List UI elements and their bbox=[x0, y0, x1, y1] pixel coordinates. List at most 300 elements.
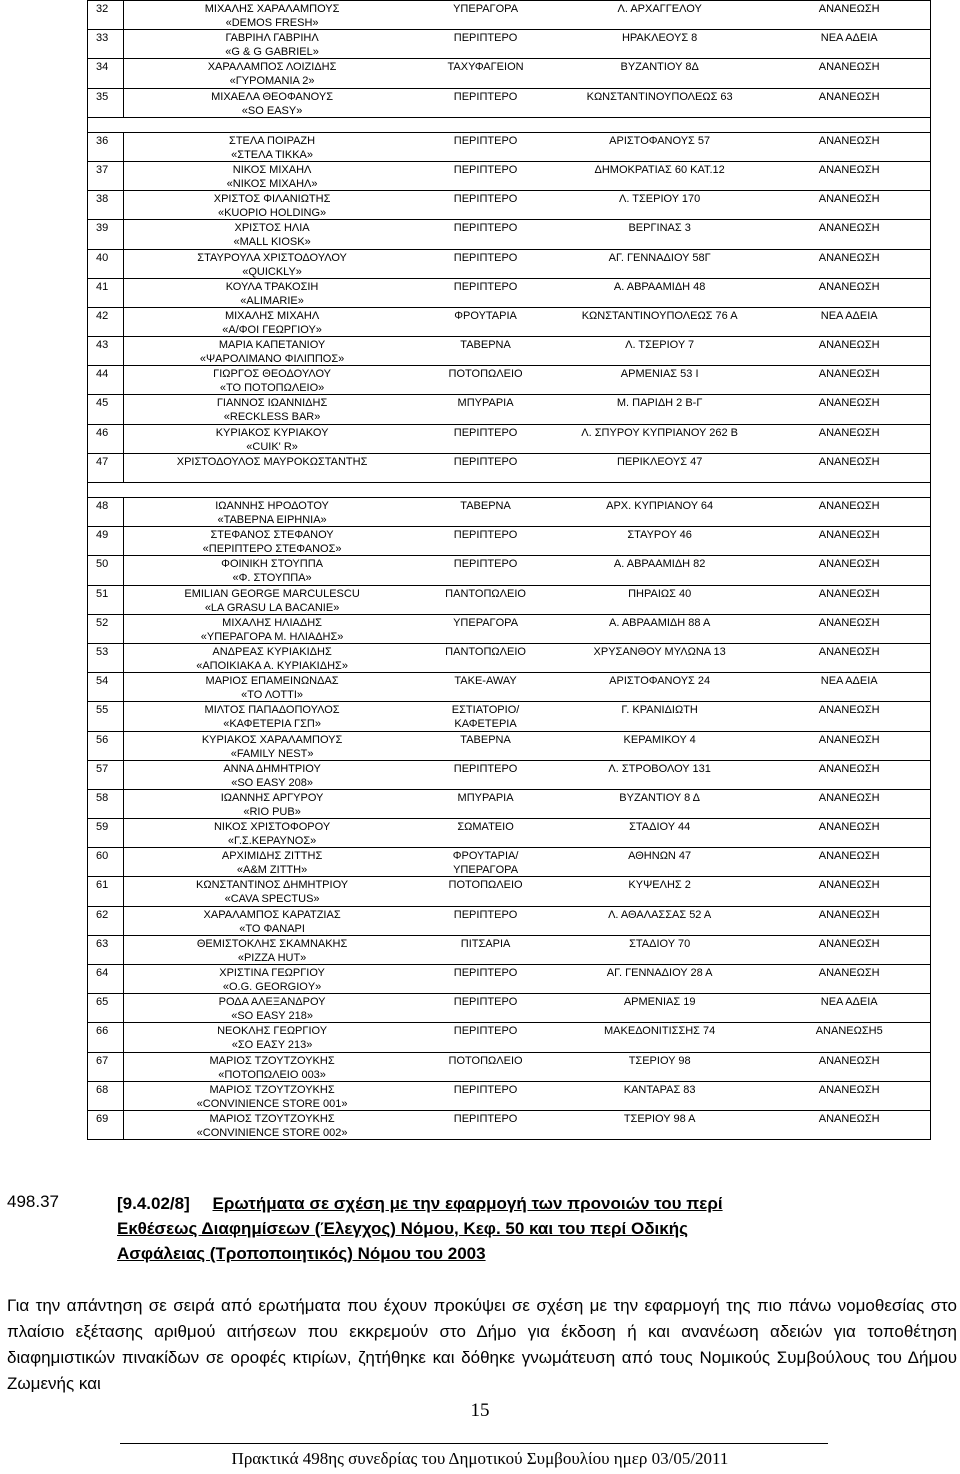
business-type bbox=[420, 454, 551, 482]
address bbox=[551, 279, 768, 307]
row-number: 52 bbox=[88, 615, 124, 643]
business-type bbox=[420, 761, 551, 789]
owner-name: ΣΤΕΛΑ ΠΟΙΡΑΖΗ bbox=[229, 134, 316, 147]
license-status: ΑΝΑΝΕΩΣΗ bbox=[818, 558, 880, 571]
owner-name: ΓΙΑΝΝΟΣ ΙΩΑΝΝΙΔΗΣ bbox=[216, 397, 328, 410]
business-type-line: ΠΕΡΙΠΤΕΡΟ bbox=[453, 1083, 518, 1096]
address-line: ΤΣΕΡΙΟΥ 98 bbox=[628, 1054, 691, 1067]
business-type bbox=[420, 819, 551, 847]
license-status: ΑΝΑΝΕΩΣΗ bbox=[818, 397, 880, 410]
license-status: ΑΝΑΝΕΩΣΗ bbox=[818, 821, 880, 834]
address-line: ΑΡΙΣΤΟΦΑΝΟΥΣ 24 bbox=[609, 675, 711, 688]
address-line: ΑΓ. ΓΕΝΝΑΔΙΟΥ 28 Α bbox=[606, 967, 713, 979]
address-line: ΧΡΥΣΑΝΘΟΥ ΜΥΛΩΝΑ 13 bbox=[593, 645, 726, 658]
address-line: ΠΗΡΑΙΩΣ 40 bbox=[628, 587, 692, 600]
table-row bbox=[88, 555, 930, 584]
license-status: ΑΝΑΝΕΩΣΗ bbox=[818, 704, 880, 717]
licensee-name bbox=[124, 191, 420, 219]
table-group bbox=[87, 132, 931, 482]
address bbox=[551, 1, 768, 29]
license-status: ΑΝΑΝΕΩΣΗ bbox=[818, 1112, 880, 1125]
row-number: 35 bbox=[88, 89, 124, 117]
business-name: «KUOPIO HOLDING» bbox=[217, 207, 327, 220]
business-name: «CUIK' R» bbox=[246, 440, 298, 453]
license-status: ΑΝΑΝΕΩΣΗ bbox=[818, 529, 880, 542]
business-type bbox=[420, 673, 551, 701]
licensee-name bbox=[124, 877, 420, 905]
license-status: ΑΝΑΝΕΩΣΗ bbox=[818, 90, 880, 103]
business-type bbox=[420, 1082, 551, 1110]
license-status: ΑΝΑΝΕΩΣΗ bbox=[818, 193, 880, 206]
owner-name: ΑΝΔΡΕΑΣ ΚΥΡΙΑΚΙΔΗΣ bbox=[212, 645, 332, 658]
address bbox=[551, 1053, 768, 1081]
business-type-line: ΠΕΡΙΠΤΕΡΟ bbox=[453, 558, 518, 571]
row-number: 43 bbox=[88, 337, 124, 365]
owner-name: ΣΤΕΦΑΝΟΣ ΣΤΕΦΑΝΟΥ bbox=[210, 529, 334, 542]
owner-name: ΜΙΧΑΕΛΑ ΘΕΟΦΑΝΟΥΣ bbox=[211, 90, 334, 103]
license-status: ΑΝΑΝΕΩΣΗ bbox=[818, 645, 880, 658]
business-name: «CAVA SPECTUS» bbox=[224, 893, 320, 906]
business-type bbox=[420, 59, 551, 87]
address bbox=[551, 1111, 768, 1139]
license-status: ΑΝΑΝΕΩΣΗ bbox=[818, 500, 880, 512]
table-row bbox=[88, 190, 930, 219]
licensee-name bbox=[124, 1023, 420, 1051]
address-line: Α. ΑΒΡΑΑΜΙΔΗ 48 bbox=[613, 280, 706, 293]
licensee-name bbox=[124, 1, 420, 29]
row-number: 40 bbox=[88, 250, 124, 278]
business-type-line: ΥΠΕΡΑΓΟΡΑ bbox=[453, 3, 519, 15]
address-line: Α. ΑΒΡΑΑΜΙΔΗ 82 bbox=[613, 558, 706, 571]
table-row bbox=[88, 161, 930, 190]
license-status: ΑΝΑΝΕΩΣΗ bbox=[818, 587, 880, 600]
business-type bbox=[420, 1023, 551, 1051]
business-type-line: ΠΕΡΙΠΤΕΡΟ bbox=[453, 251, 518, 264]
business-name: «ΤΟ ΛΟΤΤΙ» bbox=[241, 689, 304, 702]
business-type-line: ΤΑΧΥΦΑΓΕΙΟΝ bbox=[447, 61, 524, 74]
licensee-name bbox=[124, 308, 420, 336]
licensee-name bbox=[124, 133, 420, 161]
row-number: 36 bbox=[88, 133, 124, 161]
row-number: 47 bbox=[88, 454, 124, 482]
licensee-name bbox=[124, 59, 420, 87]
table-row bbox=[88, 964, 930, 993]
business-type-line: ΜΠΥΡΑΡΙΑ bbox=[457, 791, 514, 804]
row-number: 68 bbox=[88, 1082, 124, 1110]
business-name: «Α/ΦΟΙ ΓΕΩΡΓΙΟΥ» bbox=[222, 323, 322, 336]
table-row bbox=[88, 906, 930, 935]
licensee-name bbox=[124, 586, 420, 614]
row-number: 34 bbox=[88, 59, 124, 87]
business-type-line: ΥΠΕΡΑΓΟΡΑ bbox=[453, 616, 519, 629]
owner-name: ΓΙΩΡΓΟΣ ΘΕΟΔΟΥΛΟΥ bbox=[213, 368, 331, 381]
owner-name: ΙΩΑΝΝΗΣ ΗΡΟΔΟΤΟΥ bbox=[215, 500, 329, 512]
business-name: «CONVINIENCE STORE 001» bbox=[196, 1097, 348, 1110]
table-row bbox=[88, 424, 930, 453]
row-number: 33 bbox=[88, 30, 124, 58]
row-number: 48 bbox=[88, 498, 124, 526]
licensee-name bbox=[124, 1053, 420, 1081]
table-row bbox=[88, 336, 930, 365]
business-type bbox=[420, 1, 551, 29]
address-line: Λ. ΑΡΧΑΓΓΕΛΟΥ bbox=[617, 3, 702, 15]
owner-name: ΚΟΥΛΑ ΤΡΑΚΟΣΙΗ bbox=[225, 280, 319, 293]
address bbox=[551, 848, 768, 876]
address bbox=[551, 586, 768, 614]
address-line: ΚΕΡΑΜΙΚΟΥ 4 bbox=[623, 733, 696, 746]
section-heading bbox=[117, 1191, 957, 1266]
row-number: 51 bbox=[88, 586, 124, 614]
row-number: 37 bbox=[88, 162, 124, 190]
address bbox=[551, 89, 768, 117]
address-line: ΑΡΙΣΤΟΦΑΝΟΥΣ 57 bbox=[609, 134, 711, 147]
business-type-line: ΠΕΡΙΠΤΕΡΟ bbox=[453, 426, 518, 439]
address bbox=[551, 498, 768, 526]
business-type bbox=[420, 907, 551, 935]
licensee-name bbox=[124, 279, 420, 307]
row-number: 44 bbox=[88, 366, 124, 394]
business-name: «QUICKLY» bbox=[242, 265, 302, 278]
business-name: «SO EASY 208» bbox=[231, 776, 313, 789]
license-status: ΑΝΑΝΕΩΣΗ bbox=[818, 163, 880, 176]
address-line: ΜΑΚΕΔΟΝΙΤΙΣΣΗΣ 74 bbox=[604, 1025, 716, 1038]
business-type bbox=[420, 586, 551, 614]
table-row bbox=[88, 278, 930, 307]
licensee-name bbox=[124, 162, 420, 190]
business-type-line: ΠΕΡΙΠΤΕΡΟ bbox=[453, 193, 518, 206]
address bbox=[551, 702, 768, 730]
address bbox=[551, 30, 768, 58]
business-type-line: ΠΑΝΤΟΠΩΛΕΙΟ bbox=[445, 587, 526, 600]
row-number: 49 bbox=[88, 527, 124, 555]
business-name: «G & G GABRIEL» bbox=[225, 46, 319, 59]
owner-name: EMILIAN GEORGE MARCULESCU bbox=[184, 587, 360, 600]
table-row bbox=[88, 1022, 930, 1051]
table-row bbox=[88, 365, 930, 394]
address bbox=[551, 162, 768, 190]
business-type-line: ΠΕΡΙΠΤΕΡΟ bbox=[453, 1025, 518, 1038]
business-type-line: ΤΑΒΕΡΝΑ bbox=[460, 733, 511, 746]
address bbox=[551, 191, 768, 219]
table-row bbox=[88, 731, 930, 760]
business-name: «ΝΙΚΟΣ ΜΙΧΑΗΛ» bbox=[226, 177, 318, 190]
table-row bbox=[88, 760, 930, 789]
owner-name: ΙΩΑΝΝΗΣ ΑΡΓΥΡΟΥ bbox=[220, 791, 324, 804]
address bbox=[551, 337, 768, 365]
licensee-name bbox=[124, 790, 420, 818]
licensee-name bbox=[124, 615, 420, 643]
address bbox=[551, 250, 768, 278]
table-row bbox=[88, 643, 930, 672]
business-name: «DEMOS FRESH» bbox=[225, 17, 319, 29]
address bbox=[551, 615, 768, 643]
business-type bbox=[420, 644, 551, 672]
footer-divider bbox=[120, 1443, 828, 1444]
table-row bbox=[88, 935, 930, 964]
business-name: «ΨΑΡΟΛΙΜΑΝΟ ΦΙΛΙΠΠΟΣ» bbox=[199, 353, 345, 366]
license-status: ΑΝΑΝΕΩΣΗ bbox=[818, 850, 880, 863]
business-type bbox=[420, 732, 551, 760]
business-name: «ALIMARIE» bbox=[240, 294, 304, 307]
row-number: 63 bbox=[88, 936, 124, 964]
address-line: ΚΩΝΣΤΑΝΤΙΝΟΥΠΟΛΕΩΣ 76 Α bbox=[581, 309, 738, 322]
address-line: Λ. ΣΤΡΟΒΟΛΟΥ 131 bbox=[608, 762, 711, 775]
row-number: 39 bbox=[88, 220, 124, 248]
owner-name: ΧΑΡΑΛΑΜΠΟΣ ΛΟΙΖΙΔΗΣ bbox=[207, 61, 337, 74]
row-number: 53 bbox=[88, 644, 124, 672]
licenses-table bbox=[87, 0, 931, 1139]
business-type-line: ΠΟΤΟΠΩΛΕΙΟ bbox=[448, 879, 523, 892]
owner-name: ΝΙΚΟΣ ΧΡΙΣΤΟΦΟΡΟΥ bbox=[213, 821, 331, 834]
business-name: «PIZZA HUT» bbox=[237, 951, 307, 964]
table-row bbox=[88, 1081, 930, 1110]
section-number: 498.37 bbox=[7, 1192, 59, 1211]
address bbox=[551, 877, 768, 905]
business-type bbox=[420, 366, 551, 394]
table-row bbox=[88, 88, 930, 117]
address bbox=[551, 732, 768, 760]
address-line: ΗΡΑΚΛΕΟΥΣ 8 bbox=[621, 32, 698, 45]
licensee-name bbox=[124, 1111, 420, 1139]
address bbox=[551, 907, 768, 935]
business-name: «A&M ZITTH» bbox=[236, 864, 308, 877]
license-status: ΑΝΑΝΕΩΣΗ bbox=[818, 762, 880, 775]
table-row bbox=[88, 133, 930, 161]
row-number: 54 bbox=[88, 673, 124, 701]
license-status: ΑΝΑΝΕΩΣΗ bbox=[818, 280, 880, 293]
licensee-name bbox=[124, 965, 420, 993]
business-name: «ΠΟΤΟΠΩΛΕΙΟ 003» bbox=[218, 1068, 326, 1081]
address-line: Μ. ΠΑΡΙΔΗ 2 Β-Γ bbox=[616, 397, 703, 410]
table-row bbox=[88, 29, 930, 58]
table-row bbox=[88, 249, 930, 278]
table-row bbox=[88, 58, 930, 87]
business-type bbox=[420, 395, 551, 423]
business-name: «ΣΤΕΛΑ ΤΙΚΚΑ» bbox=[231, 148, 313, 161]
address-line: ΒΕΡΓΙΝΑΣ 3 bbox=[628, 222, 691, 235]
license-status: ΝΕΑ ΑΔΕΙΑ bbox=[820, 32, 878, 45]
row-number: 46 bbox=[88, 425, 124, 453]
licensee-name bbox=[124, 425, 420, 453]
licensee-name bbox=[124, 30, 420, 58]
address-line: Α. ΑΒΡΑΑΜΙΔΗ 88 Α bbox=[608, 616, 711, 629]
business-type-line: ΠΟΤΟΠΩΛΕΙΟ bbox=[448, 1054, 523, 1067]
business-type-line: ΠΕΡΙΠΤΕΡΟ bbox=[453, 134, 518, 147]
business-type-line: ΠΙΤΣΑΡΙΑ bbox=[460, 937, 511, 950]
row-number: 60 bbox=[88, 848, 124, 876]
address-line: ΠΕΡΙΚΛΕΟΥΣ 47 bbox=[616, 455, 703, 468]
licensee-name bbox=[124, 395, 420, 423]
business-type-line: ΠΕΡΙΠΤΕΡΟ bbox=[453, 967, 518, 979]
business-type bbox=[420, 877, 551, 905]
business-type bbox=[420, 1053, 551, 1081]
licensee-name bbox=[124, 702, 420, 730]
table-row bbox=[88, 789, 930, 818]
business-name: «Φ. ΣΤΟΥΠΠΑ» bbox=[232, 572, 312, 585]
owner-name: ΑΡΧΙΜΙΔΗΣ ΖΙΤΤΗΣ bbox=[221, 850, 323, 863]
address-line: ΣΤΑΔΙΟΥ 70 bbox=[629, 937, 691, 950]
address-line: ΑΡΜΕΝΙΑΣ 53 Ι bbox=[620, 368, 699, 381]
page-footer: Πρακτικά 498ης συνεδρίας του Δημοτικού Συμβουλίου ημερ 03/05/2011 bbox=[231, 1449, 729, 1468]
owner-name: ΜΑΡΙΟΣ ΕΠΑΜΕΙΝΩΝΔΑΣ bbox=[205, 675, 339, 688]
row-number: 55 bbox=[88, 702, 124, 730]
license-status: ΑΝΑΝΕΩΣΗ bbox=[818, 733, 880, 746]
business-type-line: ΠΕΡΙΠΤΕΡΟ bbox=[453, 908, 518, 921]
business-type-line: ΥΠΕΡΑΓΟΡΑ bbox=[453, 864, 519, 877]
business-type bbox=[420, 308, 551, 336]
section-title-line-1: Ερωτήματα σε σχέση με την εφαρμογή των προνοιών του περί bbox=[212, 1194, 723, 1213]
address bbox=[551, 454, 768, 482]
row-number: 61 bbox=[88, 877, 124, 905]
business-type bbox=[420, 702, 551, 730]
address bbox=[551, 1023, 768, 1051]
licensee-name bbox=[124, 454, 420, 482]
address-line: ΣΤΑΥΡΟΥ 46 bbox=[627, 529, 692, 542]
licensee-name bbox=[124, 761, 420, 789]
table-row bbox=[88, 876, 930, 905]
business-name: «CONVINIENCE STORE 002» bbox=[196, 1126, 348, 1139]
business-type-line: ΠΕΡΙΠΤΕΡΟ bbox=[453, 163, 518, 176]
table-row bbox=[88, 394, 930, 423]
table-row bbox=[88, 993, 930, 1022]
business-name: «ΤΟ ΠΟΤΟΠΩΛΕΙΟ» bbox=[219, 382, 325, 395]
business-type-line: ΣΩΜΑΤΕΙΟ bbox=[457, 821, 514, 834]
licensee-name bbox=[124, 220, 420, 248]
owner-name: ΜΙΧΑΛΗΣ ΜΙΧΑΗΛ bbox=[224, 309, 320, 322]
business-name: «ΤΟ ΦΑΝΑΡΙ bbox=[239, 922, 305, 935]
address-line: ΑΘΗΝΩΝ 47 bbox=[628, 850, 692, 863]
row-number: 50 bbox=[88, 556, 124, 584]
owner-name: ΜΑΡΙΟΣ ΤΖΟΥΤΖΟΥΚΗΣ bbox=[209, 1112, 335, 1125]
business-type bbox=[420, 965, 551, 993]
table-row bbox=[88, 818, 930, 847]
address bbox=[551, 761, 768, 789]
business-type bbox=[420, 162, 551, 190]
business-type-line: ΠΕΡΙΠΤΕΡΟ bbox=[453, 280, 518, 293]
business-type-line: ΠΕΡΙΠΤΕΡΟ bbox=[453, 762, 518, 775]
business-type-line: ΠΕΡΙΠΤΕΡΟ bbox=[453, 455, 518, 468]
licensee-name bbox=[124, 732, 420, 760]
address-line: ΣΤΑΔΙΟΥ 44 bbox=[629, 821, 691, 834]
owner-name: ΜΙΧΑΛΗΣ ΧΑΡΑΛΑΜΠΟΥΣ bbox=[204, 3, 340, 15]
table-row bbox=[88, 219, 930, 248]
business-type-line: ΠΕΡΙΠΤΕΡΟ bbox=[453, 1112, 518, 1125]
licensee-name bbox=[124, 556, 420, 584]
row-number: 65 bbox=[88, 994, 124, 1022]
address bbox=[551, 366, 768, 394]
address-line: ΔΗΜΟΚΡΑΤΙΑΣ 60 ΚΑΤ.12 bbox=[594, 163, 725, 176]
address bbox=[551, 220, 768, 248]
address-line: ΑΡΜΕΝΙΑΣ 19 bbox=[623, 996, 696, 1009]
address-line: ΑΡΧ. ΚΥΠΡΙΑΝΟΥ 64 bbox=[606, 500, 714, 512]
license-status: ΑΝΑΝΕΩΣΗ bbox=[818, 426, 880, 439]
table-row bbox=[88, 701, 930, 730]
table-group bbox=[87, 497, 931, 1140]
section-title-line-2: Εκθέσεως Διαφημίσεων (Έλεγχος) Νόμου, Κεφ. 50 και του περί Οδικής bbox=[117, 1219, 688, 1238]
business-type bbox=[420, 498, 551, 526]
business-name: «ΑΠΟΙΚΙΑΚΑ Α. ΚΥΡΙΑΚΙΔΗΣ» bbox=[196, 659, 348, 672]
table-group-gap bbox=[87, 117, 931, 132]
address bbox=[551, 133, 768, 161]
row-number: 38 bbox=[88, 191, 124, 219]
address bbox=[551, 395, 768, 423]
address-line: ΚΑΝΤΑΡΑΣ 83 bbox=[623, 1083, 696, 1096]
licensee-name bbox=[124, 337, 420, 365]
row-number: 56 bbox=[88, 732, 124, 760]
table-row bbox=[88, 498, 930, 526]
license-status: ΝΕΑ ΑΔΕΙΑ bbox=[820, 675, 878, 688]
row-number: 42 bbox=[88, 308, 124, 336]
owner-name: ΜΙΛΤΟΣ ΠΑΠΑΔΟΠΟΥΛΟΣ bbox=[204, 704, 340, 717]
licensee-name bbox=[124, 673, 420, 701]
licensee-name bbox=[124, 366, 420, 394]
owner-name: ΦΟΙΝΙΚΗ ΣΤΟΥΠΠΑ bbox=[221, 558, 323, 571]
licensee-name bbox=[124, 936, 420, 964]
address bbox=[551, 673, 768, 701]
owner-name: ΚΥΡΙΑΚΟΣ ΧΑΡΑΛΑΜΠΟΥΣ bbox=[201, 733, 343, 746]
licensee-name bbox=[124, 994, 420, 1022]
owner-name: ΡΟΔΑ ΑΛΕΞΑΝΔΡΟΥ bbox=[218, 996, 326, 1009]
row-number: 32 bbox=[88, 1, 124, 29]
row-number: 62 bbox=[88, 907, 124, 935]
license-status: ΑΝΑΝΕΩΣΗ bbox=[818, 134, 880, 147]
license-status: ΑΝΑΝΕΩΣΗ bbox=[818, 616, 880, 629]
business-type-line: ΚΑΦΕΤΕΡΙΑ bbox=[454, 718, 517, 731]
business-type-line: ΦΡΟΥΤΑΡΙΑ bbox=[454, 309, 517, 322]
business-name: «O.G. GEORGIOY» bbox=[222, 981, 322, 993]
owner-name: ΣΤΑΥΡΟΥΛΑ ΧΡΙΣΤΟΔΟΥΛΟΥ bbox=[197, 251, 347, 264]
business-type-line: ΠΑΝΤΟΠΩΛΕΙΟ bbox=[445, 645, 526, 658]
address bbox=[551, 59, 768, 87]
license-status: ΝΕΑ ΑΔΕΙΑ bbox=[820, 996, 878, 1009]
address bbox=[551, 425, 768, 453]
table-row bbox=[88, 614, 930, 643]
address bbox=[551, 790, 768, 818]
table-group bbox=[87, 0, 931, 117]
business-type-line: ΕΣΤΙΑΤΟΡΙΟ/ bbox=[451, 704, 520, 717]
address bbox=[551, 936, 768, 964]
business-type bbox=[420, 527, 551, 555]
licensee-name bbox=[124, 498, 420, 526]
row-number: 64 bbox=[88, 965, 124, 993]
business-name: «ΣΟ ΕΑΣΥ 213» bbox=[231, 1039, 313, 1052]
owner-name: ΑΝΝΑ ΔΗΜΗΤΡΙΟΥ bbox=[223, 762, 321, 775]
table-row bbox=[88, 847, 930, 876]
table-group-gap bbox=[87, 482, 931, 497]
business-type bbox=[420, 790, 551, 818]
owner-name: ΜΙΧΑΛΗΣ ΗΛΙΑΔΗΣ bbox=[222, 616, 322, 629]
business-name: «ΚΑΦΕΤΕΡΙΑ ΓΣΠ» bbox=[223, 718, 321, 731]
license-status: ΑΝΑΝΕΩΣΗ bbox=[818, 967, 880, 979]
business-type bbox=[420, 936, 551, 964]
business-type bbox=[420, 220, 551, 248]
business-name: «ΥΠΕΡΑΓΟΡΑ Μ. ΗΛΙΑΔΗΣ» bbox=[200, 630, 344, 643]
address bbox=[551, 644, 768, 672]
business-name: «ΓΥΡΟΜΑΝΙΑ 2» bbox=[229, 75, 315, 88]
business-type-line: ΤΑΒΕΡΝΑ bbox=[460, 500, 511, 512]
business-type bbox=[420, 30, 551, 58]
owner-name: ΧΡΙΣΤΙΝΑ ΓΕΩΡΓΙΟΥ bbox=[219, 967, 325, 979]
address-line: ΚΩΝΣΤΑΝΤΙΝΟΥΠΟΛΕΩΣ 63 bbox=[586, 90, 733, 103]
licensee-name bbox=[124, 89, 420, 117]
address-line: ΒΥΖΑΝΤΙΟΥ 8Δ bbox=[620, 61, 699, 74]
section-reference: [9.4.02/8] bbox=[117, 1194, 190, 1213]
business-name: «Γ.Σ.ΚΕΡΑΥΝΟΣ» bbox=[227, 835, 317, 848]
owner-name: ΜΑΡΙΟΣ ΤΖΟΥΤΖΟΥΚΗΣ bbox=[209, 1054, 335, 1067]
business-type-line: ΠΕΡΙΠΤΕΡΟ bbox=[453, 222, 518, 235]
license-status: ΝΕΑ ΑΔΕΙΑ bbox=[820, 309, 878, 322]
business-type bbox=[420, 133, 551, 161]
